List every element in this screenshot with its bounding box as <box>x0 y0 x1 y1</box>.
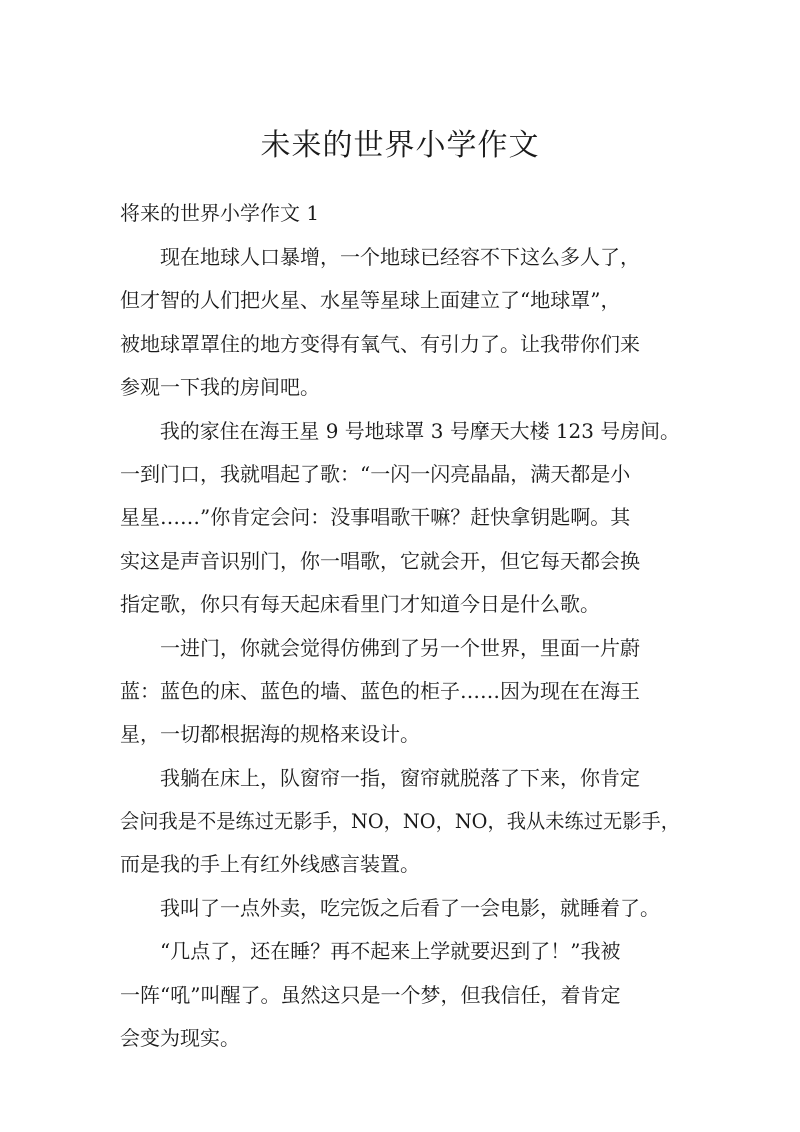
text-line-content: 被地球罩罩住的地方变得有氧气、有引力了。让我带你们来 <box>120 331 640 356</box>
document-title: 未来的世界小学作文 <box>260 128 540 163</box>
text-line <box>120 416 680 459</box>
text-line <box>120 1023 680 1066</box>
text-line-content: 蓝：蓝色的床、蓝色的墙、蓝色的柜子……因为现在在海王 <box>120 678 640 703</box>
text-line-content: 而是我的手上有红外线感言装置。 <box>120 852 420 877</box>
text-line <box>120 329 680 372</box>
text-line-content: 会变为现实。 <box>120 1026 240 1051</box>
text-line-content: 我躺在床上，队窗帘一指，窗帘就脱落了下来，你肯定 <box>160 765 640 790</box>
text-line-content: 现在地球人口暴增，一个地球已经容不下这么多人了， <box>160 245 640 269</box>
text-line <box>120 589 680 632</box>
text-line-content: 一进门，你就会觉得仿佛到了另一个世界，里面一片蔚 <box>160 635 640 660</box>
text-line <box>120 372 680 415</box>
text-line-content: 我的家住在海王星 9 号地球罩 3 号摩天大楼 123 号房间。 <box>159 418 680 443</box>
text-line <box>120 459 680 502</box>
text-line-content: 星星……”你肯定会问：没事唱歌干嘛？赶快拿钥匙啊。其 <box>120 505 631 530</box>
text-line-content: 一阵“吼”叫醒了。虽然这只是一个梦，但我信任，着肯定 <box>120 982 621 1007</box>
text-line <box>120 502 680 545</box>
text-line-content: 但才智的人们把火星、水星等星球上面建立了“地球罩”， <box>120 288 621 313</box>
text-line <box>120 806 680 849</box>
text-line-content: 参观一下我的房间吧。 <box>120 375 320 400</box>
text-line-content: 一到门口，我就唱起了歌：“一闪一闪亮晶晶，满天都是小 <box>120 461 631 486</box>
text-line-content: 会问我是不是练过无影手，NO，NO，NO，我从未练过无影手， <box>120 809 681 834</box>
text-line <box>120 936 680 979</box>
text-line-content: 实这是声音识别门，你一唱歌，它就会开，但它每天都会换 <box>120 548 640 573</box>
text-line <box>120 285 680 328</box>
text-line-content: 星，一切都根据海的规格来设计。 <box>120 722 420 747</box>
essay-subtitle: 将来的世界小学作文 1 <box>120 201 320 225</box>
text-line <box>120 893 680 936</box>
text-line-content: 我叫了一点外卖，吃完饭之后看了一会电影，就睡着了。 <box>160 895 660 920</box>
text-line <box>120 633 680 676</box>
text-line <box>120 980 680 1023</box>
text-line <box>120 719 680 762</box>
text-line <box>120 849 680 892</box>
text-line <box>120 546 680 589</box>
text-line-content: 指定歌，你只有每天起床看里门才知道今日是什么歌。 <box>120 592 600 617</box>
text-line <box>120 676 680 719</box>
text-line <box>120 763 680 806</box>
text-line-content: “几点了，还在睡？再不起来上学就要迟到了！”我被 <box>160 939 621 964</box>
text-line <box>120 242 680 285</box>
essay-body <box>120 242 680 1066</box>
